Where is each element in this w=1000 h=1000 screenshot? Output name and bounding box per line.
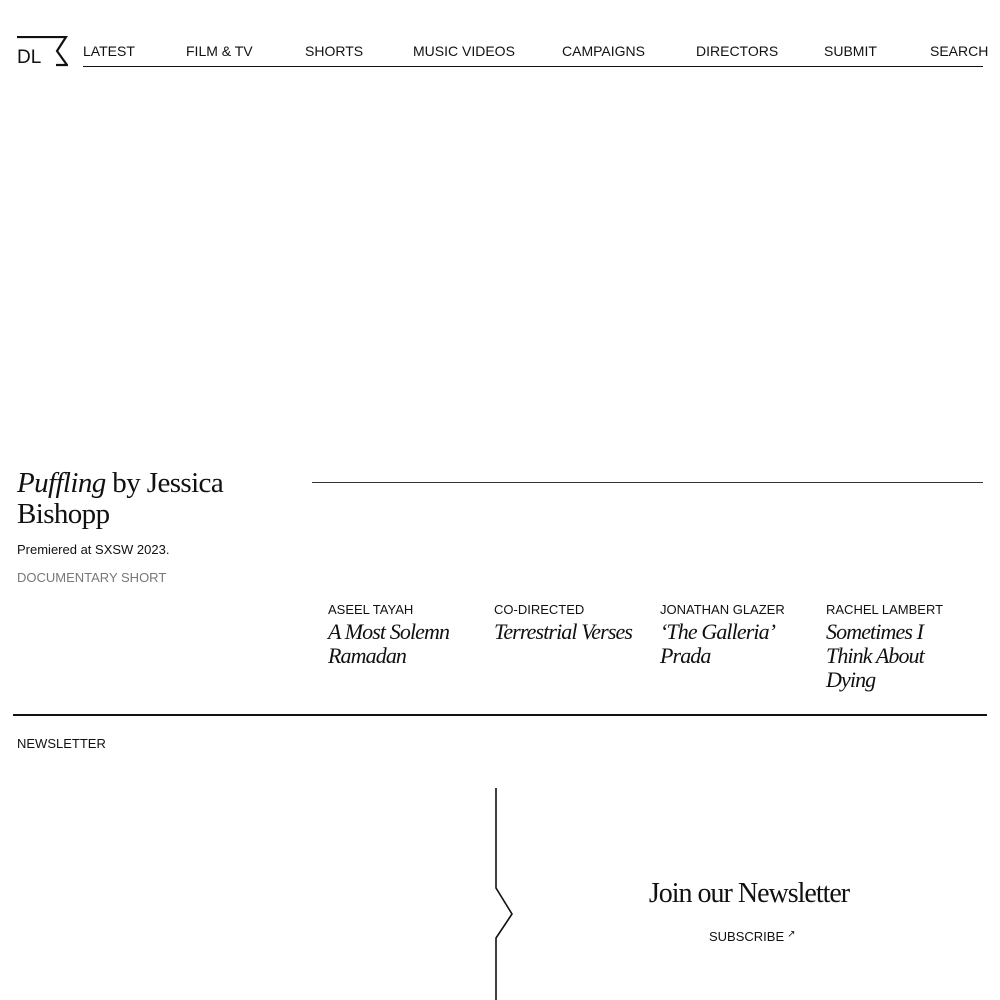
feature-title[interactable] bbox=[17, 468, 287, 530]
card-title: ‘The Galleria’ Prada bbox=[660, 619, 773, 668]
feature-divider bbox=[312, 482, 983, 483]
feature-genre: DOCUMENTARY SHORT bbox=[17, 570, 167, 585]
related-card-jonathan-glazer[interactable] bbox=[660, 602, 800, 668]
related-card-rachel-lambert[interactable] bbox=[826, 602, 946, 692]
section-divider bbox=[13, 714, 987, 716]
nav-item-campaigns[interactable]: CAMPAIGNS bbox=[562, 43, 645, 59]
card-kicker: ASEEL TAYAH bbox=[328, 602, 414, 617]
feature-title-director: by Jessica Bishopp bbox=[17, 467, 224, 530]
nav-item-shorts[interactable]: SHORTS bbox=[305, 43, 364, 59]
card-kicker: JONATHAN GLAZER bbox=[660, 602, 785, 617]
card-title: A Most Solemn Ramadan bbox=[328, 619, 450, 668]
nav-item-latest[interactable]: LATEST bbox=[83, 43, 135, 59]
card-kicker: CO-DIRECTED bbox=[494, 602, 585, 617]
nav-item-music-videos[interactable]: MUSIC VIDEOS bbox=[413, 43, 515, 59]
nav-item-submit[interactable]: SUBMIT bbox=[824, 43, 877, 59]
feature-title-film: Puffling bbox=[17, 467, 106, 499]
logo-text: DL bbox=[17, 47, 42, 68]
nav-item-film-tv[interactable]: FILM & TV bbox=[186, 43, 253, 59]
related-card-aseel-tayah[interactable] bbox=[328, 602, 478, 668]
newsletter-section-label: NEWSLETTER bbox=[17, 736, 106, 751]
card-kicker: RACHEL LAMBERT bbox=[826, 602, 944, 617]
site-logo[interactable] bbox=[16, 36, 68, 68]
arrow-up-right-icon: ↗ bbox=[787, 929, 796, 940]
card-title: Sometimes I Think About Dying bbox=[826, 619, 924, 692]
related-card-co-directed[interactable] bbox=[494, 602, 644, 644]
zigzag-divider bbox=[490, 788, 520, 1000]
newsletter-title: Join our Newsletter bbox=[648, 878, 850, 909]
main-nav bbox=[83, 40, 989, 67]
nav-item-directors[interactable]: DIRECTORS bbox=[696, 43, 779, 59]
subscribe-link[interactable] bbox=[709, 929, 796, 944]
feature-description: Premiered at SXSW 2023. bbox=[17, 542, 170, 557]
subscribe-label: SUBSCRIBE bbox=[709, 929, 785, 944]
nav-item-search[interactable]: SEARCH bbox=[930, 43, 989, 59]
card-title: Terrestrial Verses bbox=[494, 619, 633, 644]
